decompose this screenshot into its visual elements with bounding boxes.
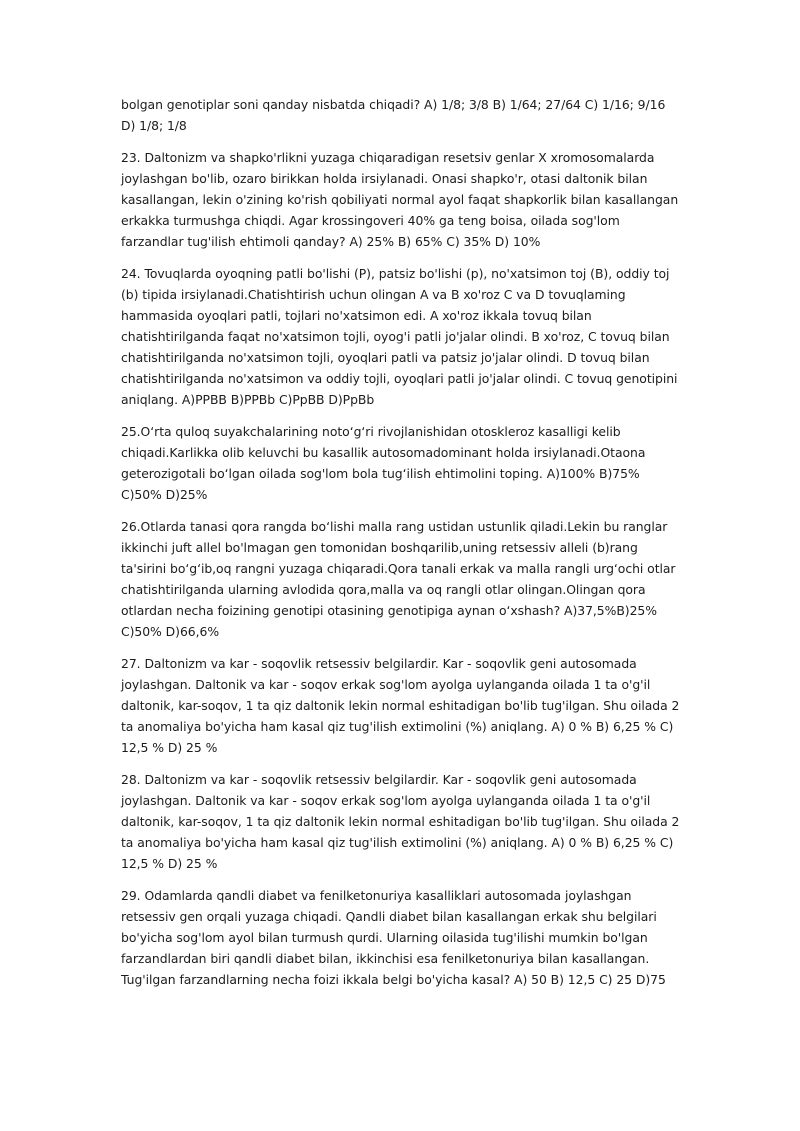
document-body xyxy=(121,94,683,1001)
question-29: 29. Odamlarda qandli diabet va fenilketonuriya kasalliklari autosomada joylashgan retsessiv gen orqali yuzaga chiqadi. Qandli diabet bilan kasallangan erkak shu belgilari bo'yicha sog'lom ayol bilan turmush qurdi. Ularning oilasida tug'ilishi mumkin bo'lgan farzandlardan biri qandli diabet bilan, ikkinchisi esa fenilketonuriya bilan kasallangan. Tug'ilgan farzandlarning necha foizi ikkala belgi bo'yicha kasal? A) 50 B) 12,5 C) 25 D)75 xyxy=(121,888,666,987)
question-23: 23. Daltonizm va shapko'rlikni yuzaga chiqaradigan resetsiv genlar X xromosomalarda joylashgan bo'lib, ozaro birikkan holda irsiylanadi. Onasi shapko'r, otasi daltonik bilan kasallangan, lekin o'zining ko'rish qobiliyati normal ayol faqat shapkorlik bilan kasallangan erkakka turmushga chiqdi. Agar krossingoveri 40% ga teng boisa, oilada sog'lom farzandlar tug'ilish ehtimoli qanday? A) 25% B) 65% C) 35% D) 10% xyxy=(121,150,679,249)
question-24: 24. Tovuqlarda oyoqning patli bo'lishi (P), patsiz bo'lishi (p), no'xatsimon toj (B), oddiy toj (b) tipida irsiylanadi.Chatishtirish uchun olingan A va B xo'roz C va D tovuqlaming hammasida oyoqlari patli, tojlari no'xatsimon edi. A xo'roz ikkala tovuq bilan chatishtirilganda faqat no'xatsimon tojli, oyog'i patli jo'jalar olindi. B xo'roz, C tovuq bilan chatishtirilganda no'xatsimon tojli, oyoqlari patli va patsiz jo'jalar olindi. D tovuq bilan chatishtirilganda no'xatsimon va oddiy tojli, oyoqlari patli jo'jalar olindi. C tovuq genotipini aniqlang. A)PPBB B)PPBb C)PpBB D)PpBb xyxy=(121,266,678,407)
question-26: 26.Otlarda tanasi qora rangda bo‘lishi malla rang ustidan ustunlik qiladi.Lekin bu ranglar ikkinchi juft allel bo'lmagan gen tomonidan boshqarilib,uning retsessiv alleli (b)rang ta'sirini bo‘g‘ib,oq rangni yuzaga chiqaradi.Qora tanali erkak va malla rangli urg‘ochi otlar chatishtirilganda ularning avlodida qora,malla va oq rangli otlar olingan.Olingan qora otlardan necha foizining genotipi otasining genotipiga aynan o‘xshash? A)37,5%B)25% C)50% D)66,6% xyxy=(121,519,676,639)
question-22-continuation: bolgan genotiplar soni qanday nisbatda chiqadi? A) 1/8; 3/8 B) 1/64; 27/64 C) 1/16; 9/16 D) 1/8; 1/8 xyxy=(121,97,666,133)
question-27: 27. Daltonizm va kar - soqovlik retsessiv belgilardir. Kar - soqovlik geni autosomada joylashgan. Daltonik va kar - soqov erkak sog'lom ayolga uylanganda oilada 1 ta o'g'il daltonik, kar-soqov, 1 ta qiz daltonik lekin normal eshitadigan bo'lib tug'ilgan. Shu oilada 2 ta anomaliya bo'yicha ham kasal qiz tug'ilish extimolini (%) aniqlang. A) 0 % B) 6,25 % C) 12,5 % D) 25 % xyxy=(121,656,680,755)
question-28: 28. Daltonizm va kar - soqovlik retsessiv belgilardir. Kar - soqovlik geni autosomada joylashgan. Daltonik va kar - soqov erkak sog'lom ayolga uylanganda oilada 1 ta o'g'il daltonik, kar-soqov, 1 ta qiz daltonik lekin normal eshitadigan bo'lib tug'ilgan. Shu oilada 2 ta anomaliya bo'yicha ham kasal qiz tug'ilish extimolini (%) aniqlang. A) 0 % B) 6,25 % C) 12,5 % D) 25 % xyxy=(121,772,680,871)
question-25: 25.O‘rta quloq suyakchalarining noto‘g‘ri rivojlanishidan otoskleroz kasalligi kelib chiqadi.Karlikka olib keluvchi bu kasallik autosomadominant holda irsiylanadi.Otaona geterozigotali bo‘lgan oilada sog'lom bola tug‘ilish ehtimolini toping. A)100% B)75% C)50% D)25% xyxy=(121,424,646,502)
